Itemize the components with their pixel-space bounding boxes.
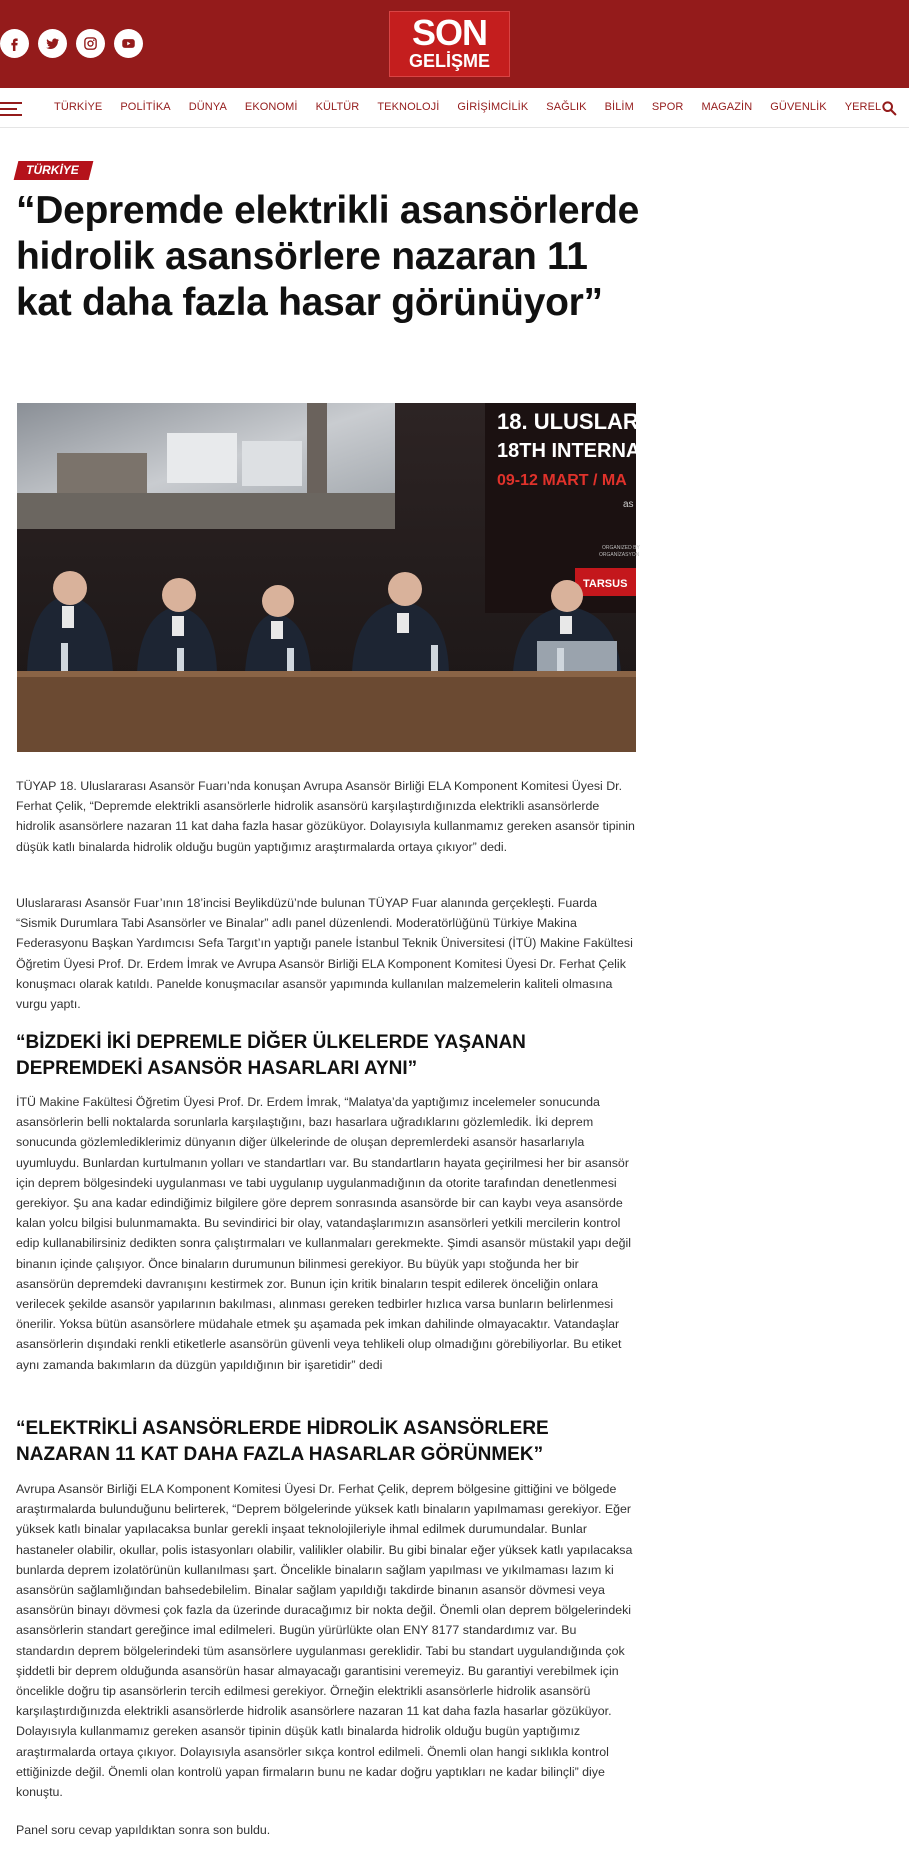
article-subheading-1: “BİZDEKİ İKİ DEPREMLE DİĞER ÜLKELERDE YAŞANAN DEPREMDEKİ ASANSÖR HASARLARI AYNI” — [16, 1032, 526, 1079]
nav-item-5[interactable]: TEKNOLOJİ — [377, 101, 440, 113]
search-icon[interactable] — [881, 100, 897, 116]
twitter-icon[interactable] — [38, 29, 67, 58]
article-title: “Depremde elektrikli asansörlerde hidrolik asansörlere nazaran 11 kat daha fazla hasar görünüyor” — [16, 189, 640, 324]
nav-item-3[interactable]: EKONOMİ — [244, 101, 298, 113]
facebook-icon[interactable] — [0, 29, 29, 58]
article-paragraph-3: İTÜ Makine Fakültesi Öğretim Üyesi Prof. Dr. Erdem İmrak, “Malatya’da yaptığımız incelemeler sonucunda asansörlerin belli noktalarda sorunlarla karşılaştığını, bazı hasarlara uğradıklarını gözlemledik. İki deprem sonucunda gözlemlediklerimiz dünyanın diğer ülkelerinde de oluşan depremlerdeki asansör hasarlarıyla uyumluydu. Bunlardan kurtulmanın yolları ve standartları var. Bu standartların hayata geçirilmesi her bir asansör için deprem bölgesindeki uygulanması ve tabi uygulanıp uygulanmadığının da otorite tarafından denetlenmesi gerekiyor. Şu ana kadar edindiğimiz bilgilere göre deprem sonrasında asansörde bir can kaybı veya asansörde kalan yolcu bilgisi bulunmamakta. Bu sevindirici bir olay, vatandaşlarımızın asansörleri yetkili mercilerin kontrol edip kullanabilirsiniz dedikten sonra çalıştırmaları ve kullanmaları gerekmekte. Şimdi asansör müstakil yapı değil binanın içinde çalışıyor. Önce binaların durumunun bilinmesi gerekiyor. Bu büyük yapı stoğunda her bir asansörün depremdeki davranışını kestirmek zor. Bunun için kritik binaların tespit edilerek önceliğin onlara verilecek şekilde asansör yapılarının bakılması, alınması gereken tedbirler hızlıca varsa bunların belirlenmesi önerilir. Yoksa bütün asansörlere müdahale etmek şu aşamada pek imkan dahilinde olmayacaktır. Vatandaşlar asansörlerin dışındaki renkli etiketlerle asansörün güvenli veya tehlikeli olup olmadığını görebiliyorlar. Bu etiket aynı zamanda bakımların da düzgün yapıldığının bir işaretidir” dedi — [16, 1095, 631, 1372]
logo-line2: GELİŞME — [408, 51, 490, 71]
nav-item-7[interactable]: SAĞLIK — [546, 101, 587, 113]
nav-item-10[interactable]: MAGAZİN — [701, 101, 753, 113]
site-header — [0, 0, 909, 88]
nav-item-11[interactable]: GÜVENLİK — [770, 101, 827, 113]
nav-item-4[interactable]: KÜLTÜR — [315, 101, 360, 113]
article-subheading-2: “ELEKTRİKLİ ASANSÖRLERDE HİDROLİK ASANSÖRLERE NAZARAN 11 KAT DAHA FAZLA HASARLAR GÖRÜNMEK” — [16, 1418, 549, 1465]
nav-item-6[interactable]: GİRİŞİMCİLİK — [457, 101, 529, 113]
banner-dates: 09-12 MART / MA — [497, 472, 627, 489]
menu-icon[interactable] — [0, 102, 22, 116]
panel-photo-illustration — [17, 403, 655, 752]
nav-item-8[interactable]: BİLİM — [604, 101, 634, 113]
nav-links — [54, 101, 899, 113]
banner-line1: 18. ULUSLARA — [497, 409, 655, 434]
main-nav — [0, 88, 909, 128]
instagram-icon[interactable] — [76, 29, 105, 58]
article-paragraph-1: TÜYAP 18. Uluslararası Asansör Fuarı’nda konuşan Avrupa Asansör Birliği ELA Komponent Komitesi Üyesi Dr. Ferhat Çelik, “Depremde elektrikli asansörlerle hidrolik asansörü karşılaştırdığınızda elektrikli asansörlerde hidrolik asansörlere nazaran 11 kat daha fazla hasar gözüküyor. Dolayısıyla kullanmamız gereken asansör tipinin düşük katlı binalarda hidrolik olduğu bugün yaptığımız araştırmalarda ortaya çıkıyor” dedi. — [16, 779, 635, 854]
banner-small: as — [623, 499, 634, 510]
logo-line1: SON — [411, 12, 487, 53]
banner-organized: ORGANIZED BY — [602, 545, 640, 551]
nav-item-9[interactable]: SPOR — [651, 101, 684, 113]
article-paragraph-5: Panel soru cevap yapıldıktan sonra son buldu. — [16, 1823, 271, 1837]
youtube-icon[interactable] — [114, 29, 143, 58]
nav-item-0[interactable]: TÜRKİYE — [54, 101, 103, 113]
nav-item-2[interactable]: DÜNYA — [188, 101, 227, 113]
banner-organizasyon: ORGANİZASYON — [599, 552, 640, 558]
article-paragraph-2: Uluslararası Asansör Fuar’ının 18’incisi Beylikdüzü’nde bulunan TÜYAP Fuar alanında gerçekleşti. Fuarda “Sismik Durumlara Tabi Asansörler ve Binalar” adlı panel düzenlendi. Moderatörlüğünü Türkiye Makina Federasyonu Başkan Yardımcısı Sefa Targıt’ın yaptığı panele İstanbul Teknik Üniversitesi (İTÜ) Makine Fakültesi Öğretim Üyesi Prof. Dr. Erdem İmrak ve Avrupa Asansör Birliği ELA Komponent Komitesi Üyesi Dr. Ferhat Çelik konuşmacı olarak katıldı. Panelde konuşmacılar asansör yapımında kullanılan malzemelerin kaliteli olmasına vurgu yaptı. — [16, 896, 633, 1012]
social-links — [0, 29, 143, 58]
site-logo[interactable] — [389, 11, 510, 77]
category-badge[interactable]: TÜRKİYE — [14, 161, 93, 180]
nav-item-12[interactable]: YEREL — [844, 101, 882, 113]
article-photo — [17, 403, 655, 752]
banner-line2: 18TH INTERNAT — [497, 440, 652, 462]
banner-tarsus: TARSUS — [583, 578, 628, 590]
article-paragraph-4: Avrupa Asansör Birliği ELA Komponent Komitesi Üyesi Dr. Ferhat Çelik, deprem bölgesine gittiğini ve bölgede araştırmalarda bulunduğunu belirterek, “Deprem bölgelerinde yüksek katlı binaların yapılmaması gerekiyor. Eğer yüksek katlı binalar yapılacaksa bunlar gerekli inşaat teknolojileriyle ihmal edilmek durumundalar. Bunlar hastaneler olabilir, okullar, polis istasyonları olabilir, valilikler olabilir. Bu gibi binalar eğer yüksek katlı yapılacaksa bunlarda deprem izolatörünün kullanılması şart. Öncelikle binaların sağlam yapılması ve yıkılmaması lazım ki asansörün sağlamlığından bahsedebilelim. Binalar sağlam yapıldığı takdirde binanın asansör dövmesi veya asansörün binayı dövmesi çok fazla da üzerinde duracağımız bir nokta değil. Önemli olan deprem bölgelerindeki asansörlerin standart gereğince imal edilmeleri. Bugün yürürlükte olan ENY 8177 standardımız var. Bu standardın deprem bölgelerindeki tüm asansörlere uygulanması gereklidir. Tabi bu standart uygulandığında çok şiddetli bir deprem olduğunda asansörün hasar almayacağı garantisini veremeyiz. Bu garantiyi verebilmek için öncelikle doğru tip asansörlerin tercih edilmesi gerekiyor. Örneğin elektrikli asansörlerle hidrolik asansörü karşılaştırdığınızda elektrikli asansörlerde hidrolik asansörlere nazaran 11 kat daha fazla hasarlar gözüküyor. Dolayısıyla kullanmamız gereken asansör tipinin düşük katlı binalarda hidrolik olduğu bugün yaptığımız araştırmalarda ortaya çıkıyor. Dolayısıyla asansörler sıkça kontrol edilmeli. Önemli olan hangi sıklıkla kontrol ettiğinizde değil. Önemli olan kontrolü yapan firmaların bunu ne kadar doğru yaptıkları ne kadar bilinçli” diye konuştu. — [16, 1482, 633, 1800]
nav-item-1[interactable]: POLİTİKA — [120, 101, 171, 113]
